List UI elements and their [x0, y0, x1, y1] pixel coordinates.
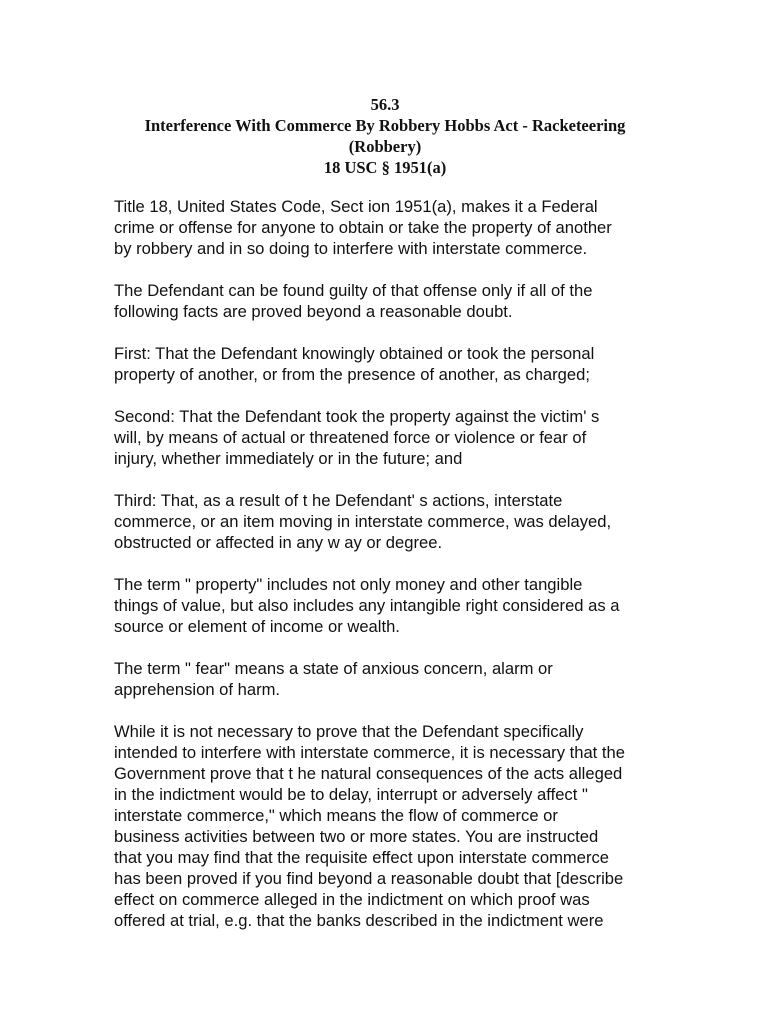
section-title-line-2: (Robbery) — [348, 137, 422, 156]
statute-citation: 18 USC § 1951(a) — [323, 158, 447, 177]
paragraph-element-second — [114, 406, 674, 469]
section-number: 56.3 — [370, 95, 400, 114]
text-line: interstate commerce," which means the flow of commerce or — [114, 806, 558, 825]
text-line: obstructed or affected in any w ay or degree. — [114, 533, 443, 552]
text-line: has been proved if you find beyond a reasonable doubt that [describe — [114, 869, 624, 888]
text-line: will, by means of actual or threatened force or violence or fear of — [114, 428, 587, 447]
text-line: Government prove that t he natural consequences of the acts alleged — [114, 764, 623, 783]
text-line: The Defendant can be found guilty of that offense only if all of the — [114, 281, 593, 300]
paragraph-element-first — [114, 343, 674, 385]
text-line: intended to interfere with interstate commerce, it is necessary that the — [114, 743, 625, 762]
text-line: The term " property" includes not only money and other tangible — [114, 575, 583, 594]
text-line: offered at trial, e.g. that the banks described in the indictment were — [114, 911, 604, 930]
text-line: apprehension of harm. — [114, 680, 281, 699]
text-line: that you may find that the requisite effect upon interstate commerce — [114, 848, 610, 867]
text-line: injury, whether immediately or in the future; and — [114, 449, 463, 468]
text-line: Second: That the Defendant took the property against the victim' s — [114, 407, 600, 426]
text-line: crime or offense for anyone to obtain or take the property of another — [114, 218, 612, 237]
text-line: commerce, or an item moving in interstate commerce, was delayed, — [114, 512, 612, 531]
document-body — [114, 196, 674, 952]
paragraph-definition-fear — [114, 658, 674, 700]
text-line: Title 18, United States Code, Sect ion 1951(a), makes it a Federal — [114, 197, 598, 216]
section-title-line-1: Interference With Commerce By Robbery Hobbs Act - Racketeering — [144, 116, 626, 135]
text-line: effect on commerce alleged in the indictment on which proof was — [114, 890, 590, 909]
text-line: in the indictment would be to delay, interrupt or adversely affect " — [114, 785, 588, 804]
paragraph-definition-property — [114, 574, 674, 637]
text-line: Third: That, as a result of t he Defendant' s actions, interstate — [114, 491, 563, 510]
paragraph-element-third — [114, 490, 674, 553]
text-line: property of another, or from the presence of another, as charged; — [114, 365, 590, 384]
text-line: following facts are proved beyond a reasonable doubt. — [114, 302, 513, 321]
document-header — [0, 94, 770, 178]
paragraph-interstate-commerce — [114, 721, 674, 931]
paragraph-statute-description — [114, 196, 674, 259]
text-line: source or element of income or wealth. — [114, 617, 400, 636]
text-line: While it is not necessary to prove that the Defendant specifically — [114, 722, 584, 741]
paragraph-guilt-standard — [114, 280, 674, 322]
text-line: by robbery and in so doing to interfere with interstate commerce. — [114, 239, 588, 258]
text-line: things of value, but also includes any intangible right considered as a — [114, 596, 620, 615]
text-line: First: That the Defendant knowingly obtained or took the personal — [114, 344, 595, 363]
text-line: business activities between two or more states. You are instructed — [114, 827, 599, 846]
text-line: The term " fear" means a state of anxious concern, alarm or — [114, 659, 553, 678]
